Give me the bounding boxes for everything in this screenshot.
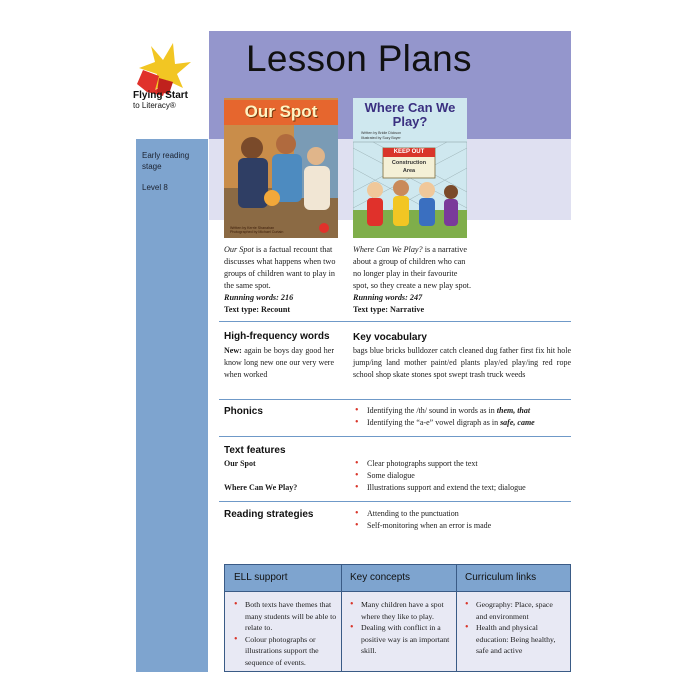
cover-photographer: Photographed by Michael Curtain <box>230 230 284 235</box>
list-item: • Health and physical education: Being healthy, safe and active <box>456 622 570 657</box>
construction-sign <box>383 148 435 175</box>
sidebar <box>136 139 208 672</box>
table-column-divider <box>456 565 457 671</box>
list-item: • Attending to the punctuation <box>353 508 491 520</box>
running-words-value: 247 <box>409 293 423 302</box>
section-divider <box>219 321 571 322</box>
text-type-label: Text type: <box>353 305 388 314</box>
cover-author: Written by Bridie Dickson <box>361 131 402 135</box>
book-cover-our-spot <box>224 98 338 238</box>
sign-line-1: KEEP OUT <box>393 149 425 155</box>
cover-credit <box>230 226 283 235</box>
sign-line-2: Construction Area <box>391 160 427 174</box>
list-item: • Self-monitoring when an error is made <box>353 520 491 532</box>
section-divider <box>219 501 571 502</box>
table-header-curriculum-links: Curriculum links <box>456 565 570 591</box>
list-item: • Geography: Place, space and environment <box>456 599 570 622</box>
high-frequency-words <box>224 345 334 381</box>
book-description-where-can-we-play <box>353 244 471 316</box>
text-type-label: Text type: <box>224 305 259 314</box>
text-type-value: Narrative <box>390 305 425 314</box>
high-frequency-list: again be boys day good her know long new one our very were when worked <box>224 346 335 379</box>
new-label: New: <box>224 346 242 355</box>
text-features-list <box>353 458 526 494</box>
support-table <box>224 564 571 672</box>
logo-subtitle: to Literacy® <box>133 100 176 110</box>
logo-title: Flying Start <box>133 90 189 101</box>
cover-illustrator: Illustrated by Suzy Boyer <box>361 135 401 140</box>
table-cell-key-concepts <box>341 591 456 671</box>
cover-title: Where Can We Play? <box>364 100 456 129</box>
list-item: • Many children have a spot where they like to play. <box>341 599 456 622</box>
running-words-label: Running words: <box>224 293 279 302</box>
cover-author: Written by Kerrie Shanahan <box>230 225 275 230</box>
table-column-divider <box>341 565 342 671</box>
table-cell-curriculum-links <box>456 591 570 671</box>
book-description-our-spot <box>224 244 342 316</box>
section-divider <box>219 436 571 437</box>
reading-stage: Early reading stage <box>142 151 190 171</box>
text-features-book-2: Where Can We Play? <box>224 483 298 492</box>
key-vocabulary-list: bags blue bricks bulldozer catch cleaned dug father first fix hit hole jump/ing land mother paint/ed plants play/ed play/ing red rope school shop skate stones spot swept trash truck weeds <box>353 346 571 379</box>
section-divider <box>219 399 571 400</box>
desc-book-title: Where Can We Play? <box>353 245 423 254</box>
list-item: • Some dialogue <box>353 470 526 482</box>
desc-book-title: Our Spot <box>224 245 254 254</box>
list-item: • Both texts have themes that many students will be able to relate to. <box>225 599 341 634</box>
list-item: • Clear photographs support the text <box>353 458 526 470</box>
text-features-title: Text features <box>224 445 286 456</box>
logo-text <box>133 91 203 110</box>
high-frequency-title: High-frequency words <box>224 331 330 342</box>
list-item: • Identifying the /th/ sound in words as in them, that <box>353 405 535 417</box>
cover-credit <box>361 131 401 140</box>
table-header-ell-support: ELL support <box>225 565 341 591</box>
cover-title: Our Spot <box>224 100 338 125</box>
running-words-value: 216 <box>280 293 294 302</box>
list-item: • Illustrations support and extend the text; dialogue <box>353 482 526 494</box>
desc-text: is a factual recount that discusses what happens when two groups of children want to play in the same spot. <box>224 245 336 290</box>
list-item: • Identifying the “a-e” vowel digraph as in safe, came <box>353 417 535 429</box>
text-features-book-1: Our Spot <box>224 459 256 468</box>
list-item: • Colour photographs or illustrations support the sequence of events. <box>225 634 341 669</box>
phonics-title: Phonics <box>224 406 263 417</box>
list-item: • Dealing with conflict in a positive way is an important skill. <box>341 622 456 657</box>
table-cell-ell-support <box>225 591 341 671</box>
reading-level: Level 8 <box>142 183 168 192</box>
table-header-divider <box>225 591 570 592</box>
desc-text: is a narrative about a group of children who can no longer play in their favourite spot, so they create a new play spot. <box>353 245 472 290</box>
reading-strategies-list <box>353 508 491 532</box>
book-cover-where-can-we-play <box>353 98 467 238</box>
key-vocabulary-title: Key vocabulary <box>353 332 427 343</box>
running-words-label: Running words: <box>353 293 408 302</box>
page-title: Lesson Plans <box>246 38 472 79</box>
table-header-key-concepts: Key concepts <box>341 565 456 591</box>
reading-strategies-title: Reading strategies <box>224 509 314 520</box>
text-type-value: Recount <box>261 305 291 314</box>
phonics-list <box>353 405 535 429</box>
